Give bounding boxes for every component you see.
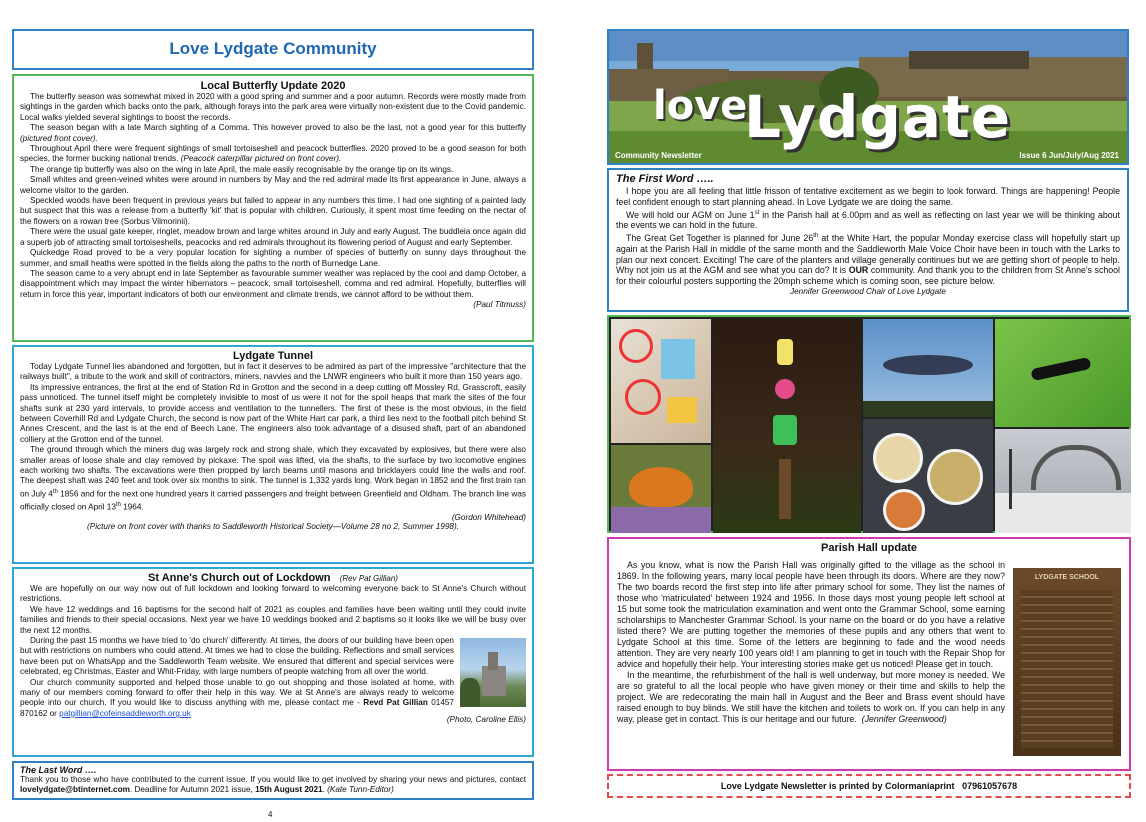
masthead-love: love [653, 83, 748, 129]
tunnel-article [12, 345, 534, 564]
masthead-issue: Issue 6 Jun/July/Aug 2021 [1019, 151, 1119, 160]
page-number: 4 [268, 810, 273, 819]
butterfly-title: Local Butterfly Update 2020 [200, 80, 346, 92]
last-word-title: The Last Word …. [20, 765, 97, 775]
parish-article [607, 537, 1131, 771]
first-word-title: The First Word ….. [616, 173, 714, 185]
butterfly-p6: Speckled woods have been frequent in previous years but failed to appear in any numbers this time. I had one sighting of a painted lady but suspect that this was a release from a butterfly 'kit' that is popular with children. Curiously, it spent most time feeding on the nectar of the flowers on a rowan tree (Sorbus Vilmorinii). [20, 196, 526, 226]
church-p4: Our church community supported and helped those unable to go out shopping and those isolated at home, with many of our members coming forward to offer their help in this way. We at St Anne's are always ready to welcome people into our church. If you would like to discuss anything with me, please contact me - Revd Pat Gillian 01457 870162 or patgillian@cofeinsaddleworth.org.uk [20, 677, 454, 718]
last-word-text: Thank you to those who have contributed to the current issue. If you would like to get involved by sharing your news and pictures, contact lovelydgate@btinternet.com. Deadline for Autumn 2021 issue, 15th August 2021. (Kate Tunn-Editor) [20, 775, 526, 795]
church-email-link[interactable]: patgillian@cofeinsaddleworth.org.uk [59, 708, 191, 718]
church-photo [460, 638, 526, 707]
butterfly-article [12, 74, 534, 342]
church-title: St Anne's Church out of Lockdown [148, 572, 331, 584]
first-word-box [607, 168, 1129, 312]
butterfly-photo [611, 445, 711, 533]
photo-collage [607, 315, 1131, 533]
church-p2: We have 12 weddings and 16 baptisms for the second half of 2021 as couples and families have been waiting until they could invite families and friends to their special occasions. Next year we have 10 weddings booked and 2 baptisms so it looks like we will be busy over the next 12 months. [20, 604, 526, 635]
tunnel-title: Lydgate Tunnel [232, 350, 314, 362]
parish-title: Parish Hall update [821, 542, 917, 554]
parish-credit: (Jennifer Greenwood) [861, 714, 947, 724]
butterfly-p9: The season came to a very abrupt end in late September as favourable summer weather was replaced by the cool and damp October, a disappointment which may impact the winter hibernators – peacock, small tortoiseshell, comma and red admiral. Hopefully, butterflies will return in force this year, important indicators of both our environment and climate trends, we cannot afford to be without them. [20, 268, 526, 299]
butterfly-p7: There were the usual gate keeper, ringlet, meadow brown and large whites around in July and early August. The buddleia once again did a superb job of attracting small tortoiseshells, peacocks and red admirals throughout its flowering period of August and early September. [20, 227, 526, 247]
tunnel-p1: Today Lydgate Tunnel lies abandoned and forgotten, but in fact it deserves to be admired as part of the impressive "architecture that the railways built", a tribute to the work and skill of contractors, miners, navvies and the LNWR engineers who built it more than 150 years ago. [20, 362, 526, 382]
food-photo [863, 419, 993, 533]
masthead-subtitle: Community Newsletter [615, 151, 702, 160]
butterfly-p1: The butterfly season was somewhat mixed in 2020 with a good spring and summer and a poor autumn. Records were mostly made from sightings in the garden which backs onto the park, although forays into the park area were virtually non-existent due to the Covid pandemic. Local walks yielded several sightings to boost the records. [20, 92, 526, 122]
butterfly-p2: The season began with a late March sighting of a Comma. This however proved to also be the last, not a good year for this butterfly (pictured front cover). [20, 123, 526, 143]
first-word-p3: The Great Get Together is planned for June 26th at the White Hart, the popular Monday exercise class will hopefully start up again at the Parish Hall in middle of the same month and the Saddleworth Male Voice Choir have been in touch with the Larks to plan our next concert. Exciting! The care of the planters and village generally continues but we are getting short of people to help. Why not join us at the AGM and see what you can do? It is OUR community. And thank you to the children from St Anne's school for their colourful posters supporting the 20mph scheme which is coming soon, see picture below. [616, 233, 1120, 287]
butterfly-p3: Throughout April there were frequent sightings of small tortoiseshell and peacock butterflies. 2020 proved to be a good season for both species, the former bucking national trends. (Peacock caterpillar pictured on front cover). [20, 144, 526, 164]
tunnel-p2: Its impressive entrances, the first at the end of Station Rd in Grotton and the second in a deep cutting off Mossley Rd, Grasscroft, easily pass unnoticed. The tunnel itself might be completely invisible to most of us were it not for the spoil heaps that mark the sites of the four shafts sunk at 230 yard intervals, to provide access and ventilation to the tunnellers. The first of these is the most obvious, in the field between Coverhill Rd and Lydgate Church, the second is now part of the White Hart car park, a third lies next to the football pitch behind St Annes Crescent, and the last is at the end of Beech Lane. The engineers also took advantage of a disused shaft, part of an abandoned colliery at the Grotton end of the tunnel. [20, 382, 526, 444]
first-word-p1: I hope you are all feeling that little frisson of tentative excitement as we begin to look forward. Things are happening! People feel confident enough to start planning ahead. In Love Lydgate we are doing the same. [616, 186, 1120, 207]
last-word-deadline: 15th August 2021 [255, 785, 323, 795]
printer-phone: 07961057678 [962, 781, 1018, 791]
masthead-lydgate: Lydgate [744, 83, 1012, 151]
church-p1: We are hopefully on our way now out of full lockdown and looking forward to welcoming everyone back to St Anne's Church without restrictions. [20, 584, 526, 604]
butterfly-p4: The orange tip butterfly was also on the wing in late April, the male easily recognisable by the orange tip on its wings. [30, 164, 454, 174]
honours-board-heading: LYDGATE SCHOOL [1034, 574, 1100, 581]
posters-photo [611, 319, 711, 443]
first-word-signature: Jennifer Greenwood Chair of Love Lydgate [790, 287, 946, 297]
church-title-row [20, 572, 526, 584]
butterfly-p8: Quickedge Road proved to be a very popular location for sighting a number of species of butterfly on sunny days throughout the summer, and small heaths were spotted in the fields along the paths to the north of Burnedge Lane. [20, 248, 526, 268]
starlings-photo [863, 319, 993, 417]
last-word-box [12, 761, 534, 800]
lanterns-photo [713, 319, 861, 533]
church-p3: During the past 15 months we have tried to 'do church' differently. At times, the doors of our building have been open but with restrictions on numbers who could attend. At times we had to close the building. Reflections and small services have been put on WhatsApp and the Saddleworth Team website. We ensured that different and special services were celebrated, eg Christmas, Easter and Whit-Friday, with large numbers of people watching from all over the world. [20, 636, 454, 677]
page-title: Love Lydgate Community [169, 39, 377, 58]
tunnel-note: (Picture on front cover with thanks to Saddleworth Historical Society—Volume 28 no 2, Summer 1998). [87, 522, 459, 532]
church-article [12, 567, 534, 757]
parish-p1: As you know, what is now the Parish Hall was originally gifted to the village as the school in 1869. In the following years, many local people have been through its doors. Where are they now? The two boards record the first step into life after primary school for some. They list the names of those who 'matriculated' between 1924 and 1956. In those days most young people left school at 15 but some took the matriculation examination and went onto the Grammar School, some earning scholarships to Manchester Grammar School. Is your name on the board or do you have a relative listed there? We are putting together the memories of these pupils and any others that went to Lydgate School at this time. Some of the letters are beginning to fade and the wood needs attention. They are very nearly 100 years old! I am planning to get in touch with the Repair Shop for advice and hopefully their help. Your interesting stories make get us noticed! Please get in touch. [617, 560, 1005, 669]
church-author: (Rev Pat Gillian) [339, 574, 398, 583]
masthead [607, 29, 1129, 165]
butterfly-credit: (Paul Titmuss) [473, 300, 526, 310]
tunnel-p3: The ground through which the miners dug was largely rock and strong shale, which they excavated by explosives, but there were also smaller areas of loose shale and clay removed by pickaxe. The spoil was lifted, via the shafts, to the surface by two locomotive engines each working two shafts. The excavations were then propped by larch beams until masons and bricklayers could line the walls and roof. The deepest shaft was 240 feet and took over six months to sink. The tunnel is 1,332 yards long. Work began in 1852 and the first train ran on July 4th 1856 and for the next one hundred years it carried passengers and freight between Greenfield and Oldham. The branch line was officially closed on April 13th 1964. [20, 445, 526, 512]
butterfly-p5: Small whites and green-veined whites were around in numbers by May and the red admiral made its first appearance in June, always a welcome visitor to the garden. [20, 175, 526, 195]
honours-board-photo [1013, 568, 1121, 756]
header-box [12, 29, 534, 70]
last-word-editor: (Kate Tunn-Editor) [327, 785, 394, 795]
church-photo-credit: (Photo, Caroline Ellis) [446, 715, 526, 725]
printer-box [607, 774, 1131, 798]
last-word-email: lovelydgate@btinternet.com [20, 785, 130, 795]
railway-photo [995, 429, 1131, 533]
parish-p2: In the meantime, the refurbishment of the hall is well underway, but more money is needed. We are so grateful to all the local people who have given money or their time and skills to help the project. We are redecorating the main hall in August and the Beer and Brass event should have raised enough to buy blinds. We still have the kitchen and toilets to work on. If you can help in any way, please get in contact. This is our heritage and our future. (Jennifer Greenwood) [617, 670, 1005, 724]
printer-text: Love Lydgate Newsletter is printed by Colormaniaprint [720, 781, 955, 791]
tunnel-credit: (Gordon Whitehead) [451, 513, 526, 523]
caterpillar-photo [995, 319, 1131, 427]
first-word-p2: We will hold our AGM on June 1st in the Parish hall at 6.00pm and as well as reflecting on last year we will be thinking about the events we can hold in the future. [616, 209, 1120, 231]
church-contact: Revd Pat Gillian [363, 698, 428, 708]
